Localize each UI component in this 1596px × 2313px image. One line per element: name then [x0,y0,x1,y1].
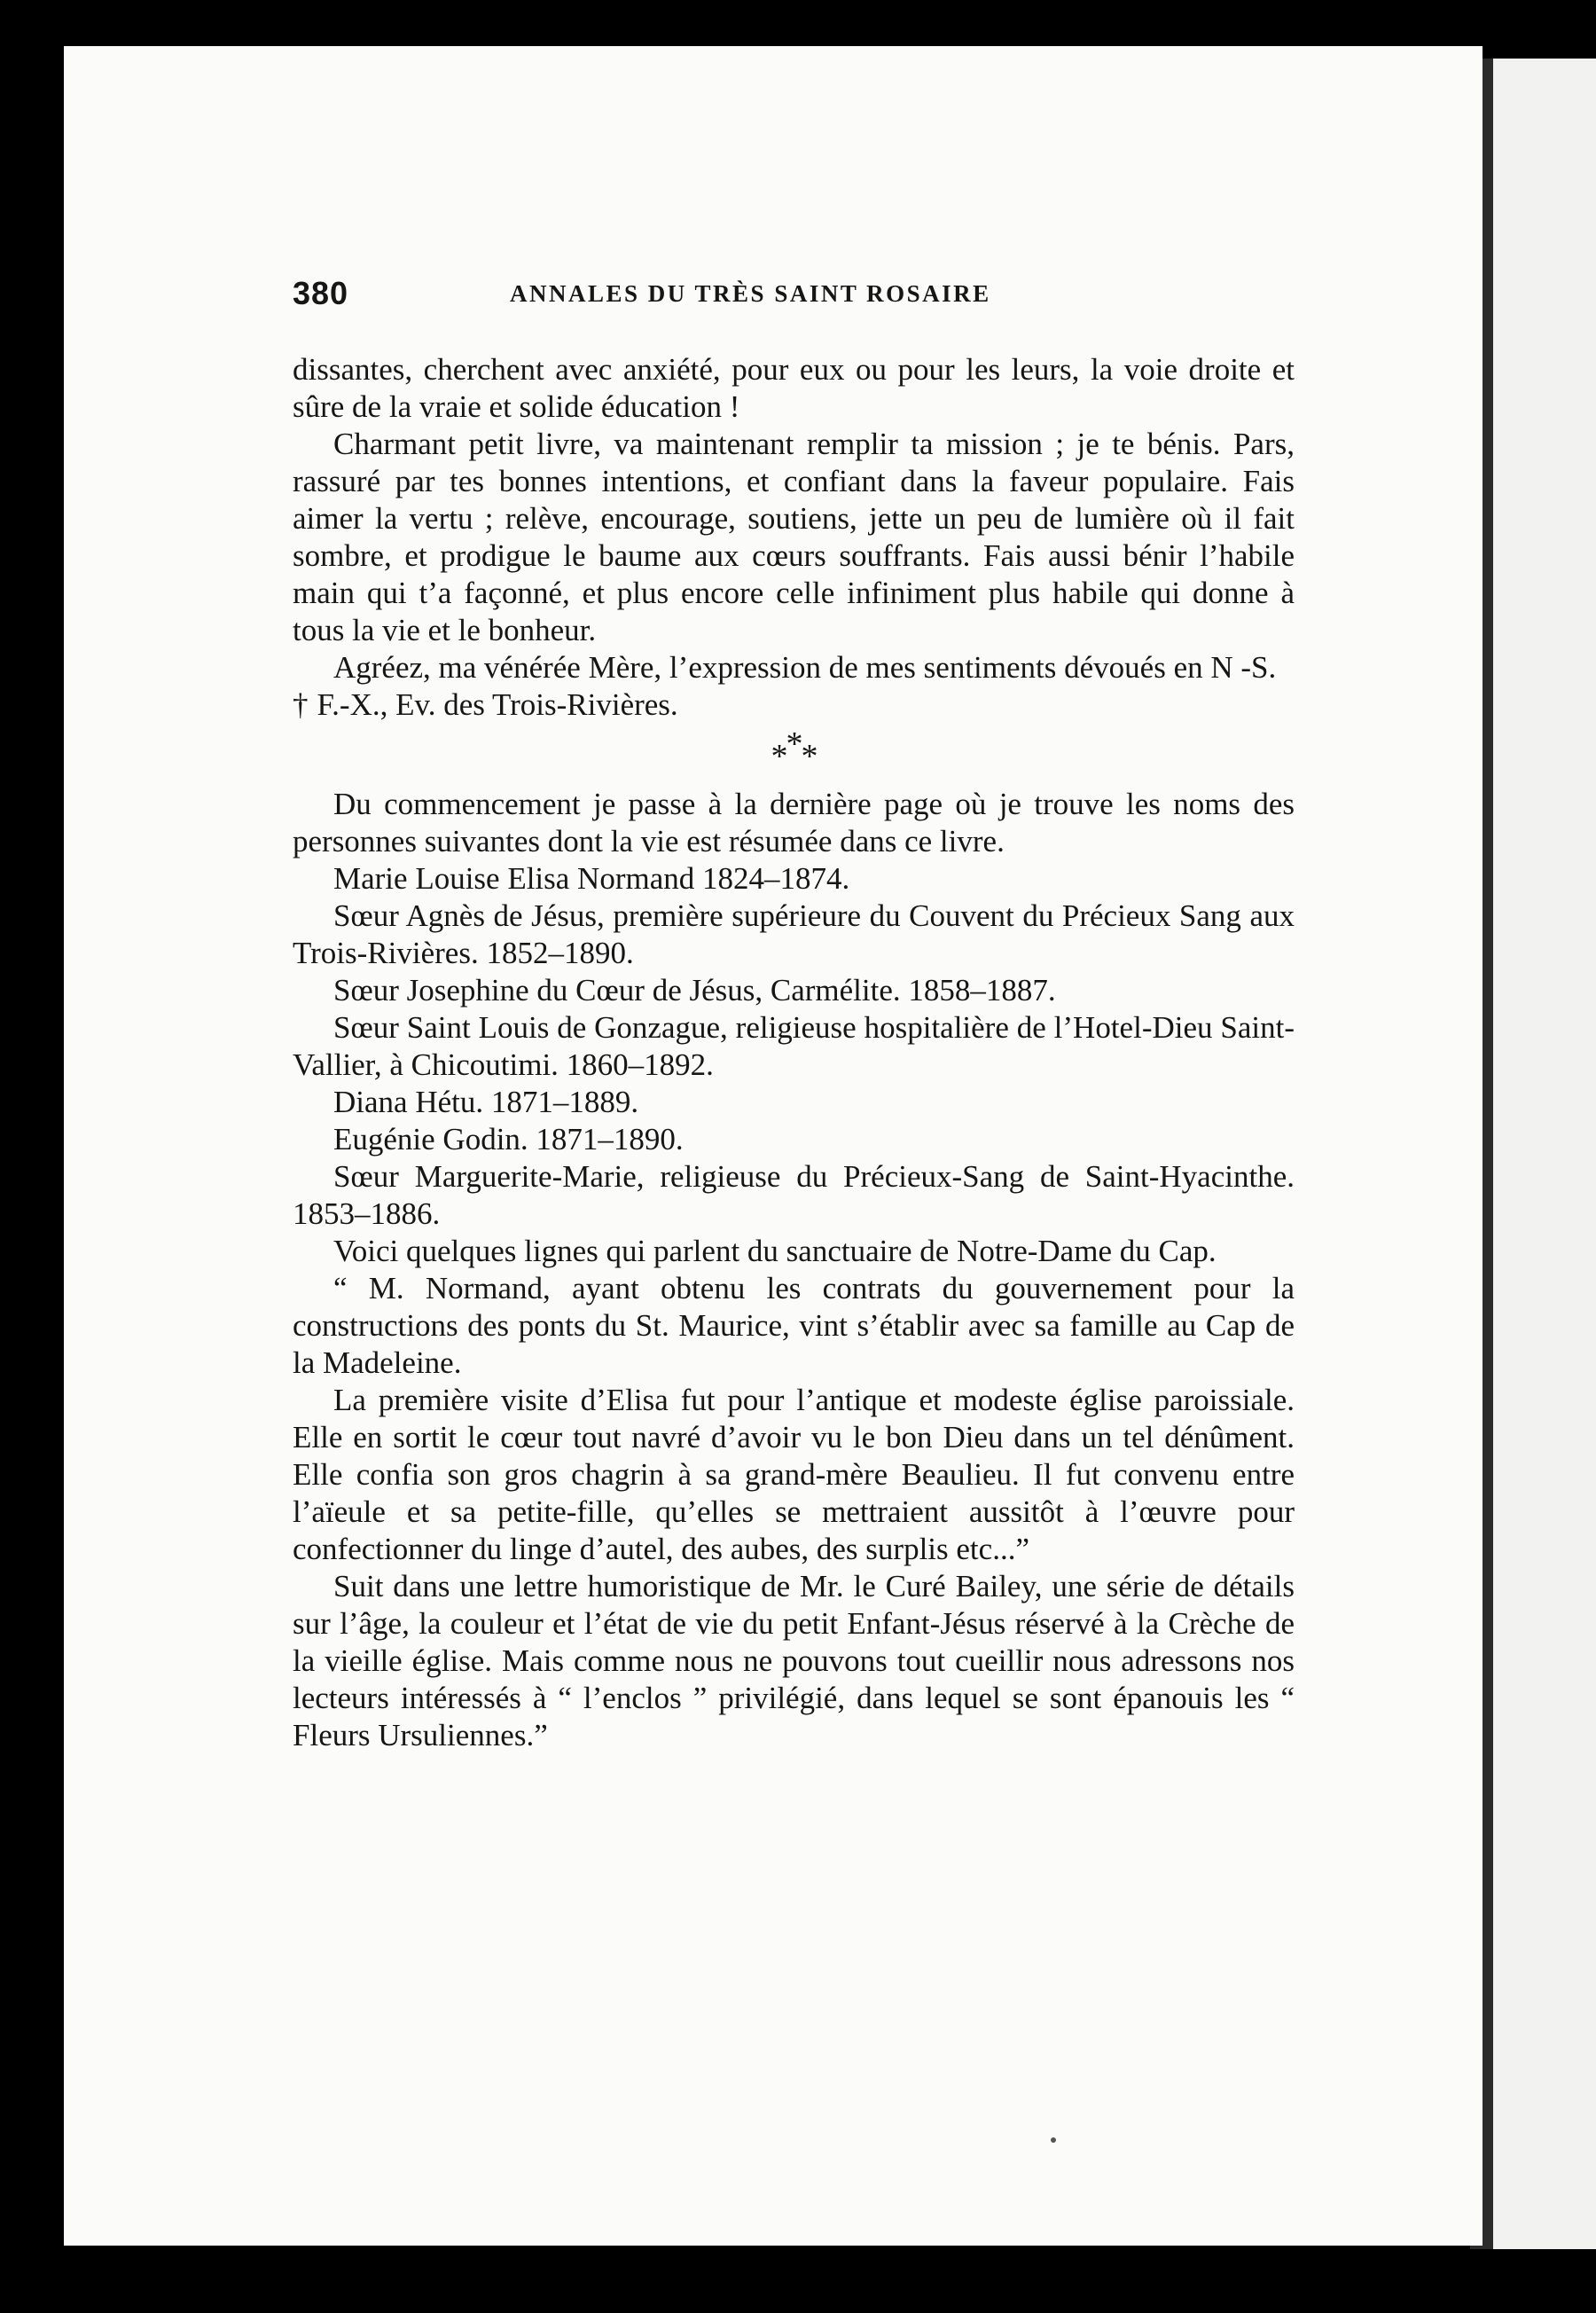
list-item: Sœur Josephine du Cœur de Jésus, Carmélite. 1858–1887. [333,973,1056,1008]
paper-speck [1051,2137,1056,2143]
scan-edge-mark [727,0,789,23]
paragraph: Charmant petit livre, va maintenant remplir ta mission ; je te bénis. Pars, rassuré par tes bonnes intentions, et confiant dans la faveur populaire. Fais aimer la vertu ; relève, encourage, soutiens, jette un peu de lumière où il fait sombre, et prodigue le baume aux cœurs souffrants. Fais aussi bénir l’habile main qui t’a façonné, et plus encore celle infiniment plus habile qui donne à tous la vie et le bonheur. [293,427,1295,647]
asterism-star-middle: * [786,725,802,763]
list-item: Diana Hétu. 1871–1889. [333,1085,639,1119]
paragraph-continuation: dissantes, cherchent avec anxiété, pour eux ou pour les leurs, la voie droite et sûre de la vraie et solide éducation ! [293,352,1295,424]
paragraph: Suit dans une lettre humoristique de Mr. le Curé Bailey, une série de détails sur l’âge, la couleur et l’état de vie du petit Enfant-Jésus réservé à la Crèche de la vieille église. Mais comme nous ne pouvons tout cueillir nous adressons nos lecteurs intéressés à “ l’enclos ” privilégié, dans lequel se sont épanouis les “ Fleurs Ursuliennes.” [293,1569,1295,1752]
running-title: ANNALES DU TRÈS SAINT ROSAIRE [510,280,991,307]
asterism-star-right: * [801,738,817,775]
list-item: Sœur Marguerite-Marie, religieuse du Précieux-Sang de Saint-Hyacinthe. 1853–1886. [293,1159,1295,1231]
paragraph-intro: Du commencement je passe à la dernière page où je trouve les noms des personnes suivantes dont la vie est résumée dans ce livre. [293,787,1295,859]
paragraph: Agréez, ma vénérée Mère, l’expression de mes sentiments dévoués en N -S. [333,650,1277,685]
quote-paragraph: “ M. Normand, ayant obtenu les contrats du gouvernement pour la constructions des ponts du St. Maurice, vint s’établir avec sa famille au Cap de la Madeleine. [293,1271,1295,1380]
page-header [293,275,1303,319]
asterism-star-left: * [771,738,786,775]
page-number: 380 [293,275,349,311]
list-item: Marie Louise Elisa Normand 1824–1874. [333,861,850,896]
body-text [293,351,1295,1754]
signature-text: F.-X., Ev. des Trois-Rivières. [317,687,678,722]
list-item: Sœur Saint Louis de Gonzague, religieuse hospitalière de l’Hotel-Dieu Saint-Vallier, à Chicoutimi. 1860–1892. [293,1010,1295,1082]
signature [293,686,1295,724]
adjacent-page-edge [1483,59,1596,2249]
dagger-symbol: † [293,687,309,722]
asterism-separator [293,725,1295,777]
list-item: Sœur Agnès de Jésus, première supérieure du Couvent du Précieux Sang aux Trois-Rivières. 1852–1890. [293,898,1295,970]
paragraph: Voici quelques lignes qui parlent du sanctuaire de Notre-Dame du Cap. [333,1234,1217,1268]
quote-paragraph: La première visite d’Elisa fut pour l’antique et modeste église paroissiale. Elle en sortit le cœur tout navré d’avoir vu le bon Dieu dans un tel dénûment. Elle confia son gros chagrin à sa grand-mère Beaulieu. Il fut convenu entre l’aïeule et sa petite-fille, qu’elles se mettraient aussitôt à l’œuvre pour confectionner du linge d’autel, des aubes, des surplis etc...” [293,1383,1295,1566]
list-item: Eugénie Godin. 1871–1890. [333,1122,684,1156]
